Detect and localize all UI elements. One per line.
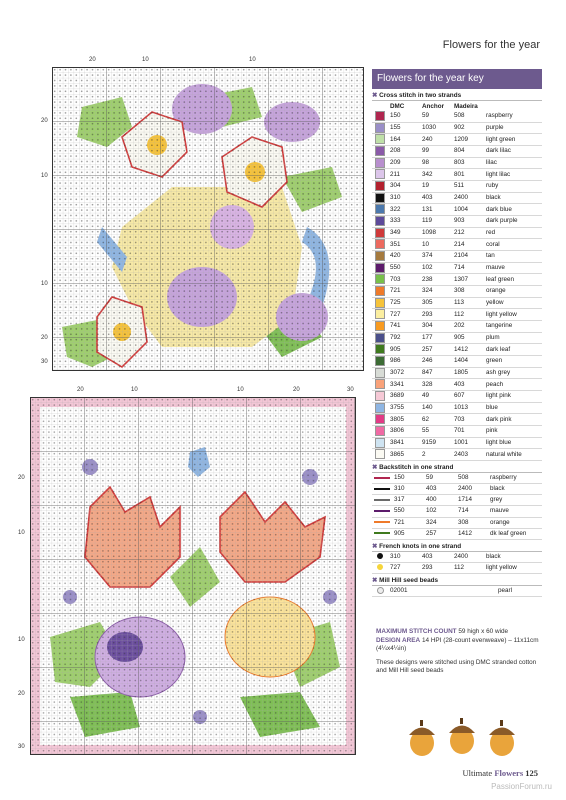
thread-name: black — [484, 192, 542, 204]
table-row — [372, 286, 542, 298]
footer-title: Flowers — [494, 768, 524, 778]
madeira-number: 607 — [452, 391, 484, 403]
color-swatch-icon — [375, 263, 385, 273]
axis-left-label: 30 — [18, 744, 25, 750]
anchor-number: 293 — [420, 309, 452, 321]
dmc-number: 3865 — [388, 449, 420, 461]
color-swatch-icon — [375, 309, 385, 319]
dmc-number: 986 — [388, 356, 420, 368]
chart-teapot — [42, 55, 364, 375]
axis-top-label: 10 — [237, 387, 244, 393]
thread-name: peach — [484, 379, 542, 391]
thread-name: dark lilac — [484, 146, 542, 158]
watermark: PassionForum.ru — [491, 782, 552, 791]
anchor-number: 403 — [420, 552, 452, 563]
page-header: Flowers for the year — [442, 39, 540, 51]
teapot-chart-grid — [52, 67, 364, 371]
table-row — [372, 414, 542, 426]
table-row — [372, 562, 542, 573]
dmc-number: 3072 — [388, 367, 420, 379]
axis-top-label: 20 — [89, 57, 96, 63]
madeira-number: 403 — [452, 379, 484, 391]
table-row — [372, 517, 542, 528]
color-swatch-icon — [375, 251, 385, 261]
key-title: Flowers for the year key — [372, 69, 542, 89]
dmc-number: 310 — [392, 484, 424, 495]
madeira-number: 308 — [452, 286, 484, 298]
dmc-number: 703 — [388, 274, 420, 286]
thread-name: coral — [484, 239, 542, 251]
dmc-number: 310 — [388, 552, 420, 563]
axis-top-label: 10 — [131, 387, 138, 393]
color-swatch-icon — [375, 193, 385, 203]
madeira-number: 714 — [452, 262, 484, 274]
acorns-illustration — [404, 715, 524, 760]
anchor-number: 10 — [420, 239, 452, 251]
axis-top-label: 20 — [293, 387, 300, 393]
dmc-number: 741 — [388, 321, 420, 333]
anchor-number: 140 — [420, 402, 452, 414]
anchor-number: 246 — [420, 356, 452, 368]
color-swatch-icon — [375, 414, 385, 424]
table-row — [372, 297, 542, 309]
dmc-number: 351 — [388, 239, 420, 251]
backstitch-line-icon — [374, 477, 390, 479]
dmc-number: 3806 — [388, 426, 420, 438]
table-row — [372, 274, 542, 286]
thread-name: black — [488, 484, 542, 495]
thread-name: grey — [488, 495, 542, 506]
color-swatch-icon — [375, 438, 385, 448]
cross-stitch-heading: ✖ Cross stitch in two strands — [372, 89, 542, 101]
table-row — [372, 402, 542, 414]
anchor-number: 59 — [424, 473, 456, 484]
thread-name: mauve — [488, 506, 542, 517]
thread-name: leaf green — [484, 274, 542, 286]
thread-name: light green — [484, 134, 542, 146]
madeira-number: 112 — [452, 562, 484, 573]
color-swatch-icon — [375, 123, 385, 133]
anchor-number: 59 — [420, 111, 452, 122]
madeira-number: 803 — [452, 157, 484, 169]
madeira-number: 905 — [452, 332, 484, 344]
thread-name: ruby — [484, 181, 542, 193]
anchor-number: 62 — [420, 414, 452, 426]
table-row — [372, 528, 542, 539]
thread-name: light blue — [484, 437, 542, 449]
french-knots-table — [372, 552, 542, 574]
thread-name: dk leaf green — [488, 528, 542, 539]
color-swatch-icon — [375, 146, 385, 156]
madeira-number: 112 — [452, 309, 484, 321]
thread-name: raspberry — [488, 473, 542, 484]
backstitch-heading: ✖ Backstitch in one strand — [372, 461, 542, 473]
thread-name: mauve — [484, 262, 542, 274]
thread-name: light lilac — [484, 169, 542, 181]
french-knot-icon — [377, 564, 383, 570]
table-row — [372, 262, 542, 274]
axis-top-label: 10 — [249, 57, 256, 63]
dmc-number: 550 — [388, 262, 420, 274]
dmc-number: 317 — [392, 495, 424, 506]
backstitch-line-icon — [374, 499, 390, 501]
dmc-number: 905 — [388, 344, 420, 356]
table-row — [372, 216, 542, 228]
color-swatch-icon — [375, 169, 385, 179]
anchor-number: 400 — [424, 495, 456, 506]
dmc-number: 304 — [388, 181, 420, 193]
table-row — [372, 437, 542, 449]
table-row — [372, 379, 542, 391]
table-row — [372, 332, 542, 344]
thread-name: tan — [484, 251, 542, 263]
madeira-number: 701 — [452, 426, 484, 438]
beads-heading: ✖ Mill Hill seed beads — [372, 574, 542, 586]
axis-left-label: 30 — [41, 359, 48, 365]
color-swatch-icon — [375, 426, 385, 436]
axis-left-label: 10 — [41, 281, 48, 287]
backstitch-table — [372, 473, 542, 540]
madeira-number: 903 — [452, 216, 484, 228]
anchor-number: 131 — [420, 204, 452, 216]
table-row — [372, 204, 542, 216]
anchor-number: 304 — [420, 321, 452, 333]
anchor-number: 98 — [420, 157, 452, 169]
color-swatch-icon — [375, 204, 385, 214]
madeira-number: 212 — [452, 227, 484, 239]
bead-code: 02001 — [388, 586, 432, 597]
table-row — [372, 227, 542, 239]
dmc-number: 322 — [388, 204, 420, 216]
table-row — [372, 239, 542, 251]
dmc-number: 3805 — [388, 414, 420, 426]
color-swatch-icon — [375, 449, 385, 459]
dmc-number: 3341 — [388, 379, 420, 391]
table-row — [372, 586, 542, 597]
anchor-number: 324 — [424, 517, 456, 528]
madeira-number: 2400 — [456, 484, 488, 495]
dmc-number: 208 — [388, 146, 420, 158]
anchor-number: 1098 — [420, 227, 452, 239]
thread-name: light yellow — [484, 309, 542, 321]
anchor-number: 102 — [424, 506, 456, 517]
madeira-number: 2400 — [452, 552, 484, 563]
design-area-label: DESIGN AREA — [376, 636, 421, 644]
color-swatch-icon — [375, 391, 385, 401]
table-row — [372, 122, 542, 134]
madeira-number: 1004 — [452, 204, 484, 216]
table-row — [372, 321, 542, 333]
dmc-number: 155 — [388, 122, 420, 134]
color-swatch-icon — [375, 216, 385, 226]
thread-name: lilac — [484, 157, 542, 169]
madeira-number: 1412 — [456, 528, 488, 539]
dmc-number: 792 — [388, 332, 420, 344]
table-row — [372, 356, 542, 368]
color-swatch-icon — [375, 298, 385, 308]
thread-name: dark pink — [484, 414, 542, 426]
axis-top-label: 20 — [77, 387, 84, 393]
axis-left-label: 20 — [41, 118, 48, 124]
madeira-number: 801 — [452, 169, 484, 181]
madeira-number: 2403 — [452, 449, 484, 461]
table-row — [372, 169, 542, 181]
anchor-number: 847 — [420, 367, 452, 379]
backstitch-line-icon — [374, 521, 390, 523]
thread-name: ash grey — [484, 367, 542, 379]
thread-name: dark blue — [484, 204, 542, 216]
thread-name: red — [484, 227, 542, 239]
dmc-number: 150 — [392, 473, 424, 484]
backstitch-line-icon — [374, 532, 390, 534]
color-swatch-icon — [375, 344, 385, 354]
anchor-number: 55 — [420, 426, 452, 438]
madeira-number: 2104 — [452, 251, 484, 263]
madeira-number: 703 — [452, 414, 484, 426]
dmc-number: 211 — [388, 169, 420, 181]
max-stitch-label: MAXIMUM STITCH COUNT — [376, 628, 457, 635]
dmc-number: 3841 — [388, 437, 420, 449]
table-row — [372, 146, 542, 158]
col-dmc: DMC — [390, 102, 405, 110]
anchor-number: 342 — [420, 169, 452, 181]
color-swatch-icon — [375, 181, 385, 191]
madeira-number: 508 — [452, 111, 484, 122]
bead-icon — [377, 587, 384, 594]
madeira-number: 1013 — [452, 402, 484, 414]
axis-left-label: 20 — [41, 335, 48, 341]
beads-table — [372, 586, 542, 597]
axis-top-label: 10 — [142, 57, 149, 63]
thread-name: raspberry — [484, 111, 542, 122]
color-swatch-icon — [375, 403, 385, 413]
anchor-number: 328 — [420, 379, 452, 391]
dmc-number: 725 — [388, 297, 420, 309]
thread-name: light pink — [484, 391, 542, 403]
max-stitch-value: 59 high x 60 wide — [458, 628, 509, 635]
color-swatch-icon — [375, 158, 385, 168]
design-area-value: 14 HPI (28-count evenweave) – 11x11cm (4¼x4¼in) — [376, 636, 539, 652]
dmc-number: 3689 — [388, 391, 420, 403]
dmc-number: 721 — [388, 286, 420, 298]
madeira-number: 113 — [452, 297, 484, 309]
table-row — [372, 426, 542, 438]
table-row — [372, 111, 542, 122]
thread-name: orange — [488, 517, 542, 528]
thread-name: blue — [484, 402, 542, 414]
thread-name: dark leaf — [484, 344, 542, 356]
color-swatch-icon — [375, 333, 385, 343]
madeira-number: 214 — [452, 239, 484, 251]
page-footer — [462, 768, 538, 778]
color-swatch-icon — [375, 274, 385, 284]
color-swatch-icon — [375, 286, 385, 296]
anchor-number: 257 — [420, 344, 452, 356]
madeira-number: 511 — [452, 181, 484, 193]
color-swatch-icon — [375, 134, 385, 144]
dmc-number: 349 — [388, 227, 420, 239]
madeira-number: 902 — [452, 122, 484, 134]
anchor-number: 403 — [424, 484, 456, 495]
backstitch-line-icon — [374, 488, 390, 490]
table-row — [372, 192, 542, 204]
color-swatch-icon — [375, 321, 385, 331]
thread-name: plum — [484, 332, 542, 344]
axis-left-label: 10 — [18, 530, 25, 536]
color-swatch-icon — [375, 228, 385, 238]
cross-stitch-table — [372, 101, 542, 461]
dmc-number: 3755 — [388, 402, 420, 414]
anchor-number: 119 — [420, 216, 452, 228]
thread-name: green — [484, 356, 542, 368]
dmc-number: 310 — [388, 192, 420, 204]
anchor-number: 9159 — [420, 437, 452, 449]
thread-name: purple — [484, 122, 542, 134]
anchor-number: 293 — [420, 562, 452, 573]
anchor-number: 305 — [420, 297, 452, 309]
col-madeira: Madeira — [454, 102, 478, 110]
thread-name: pink — [484, 426, 542, 438]
french-knot-icon — [377, 553, 383, 559]
stitching-note: These designs were stitched using DMC stranded cotton and Mill Hill seed beads — [376, 658, 537, 674]
dmc-number: 209 — [388, 157, 420, 169]
table-row — [372, 157, 542, 169]
table-row — [372, 134, 542, 146]
table-row — [372, 344, 542, 356]
color-swatch-icon — [375, 368, 385, 378]
axis-left-label: 20 — [18, 475, 25, 481]
dmc-number: 721 — [392, 517, 424, 528]
axis-left-label: 20 — [18, 691, 25, 697]
anchor-number: 240 — [420, 134, 452, 146]
axis-top-label: 30 — [347, 387, 354, 393]
madeira-number: 1714 — [456, 495, 488, 506]
table-row — [372, 484, 542, 495]
dmc-number: 727 — [388, 562, 420, 573]
table-row — [372, 367, 542, 379]
anchor-number: 99 — [420, 146, 452, 158]
dmc-number: 905 — [392, 528, 424, 539]
thread-name: natural white — [484, 449, 542, 461]
anchor-number: 49 — [420, 391, 452, 403]
stitch-info — [376, 628, 546, 676]
anchor-number: 177 — [420, 332, 452, 344]
lilies-chart-grid — [30, 397, 356, 755]
table-row — [372, 181, 542, 193]
thread-name: dark purple — [484, 216, 542, 228]
page-number: 125 — [525, 768, 538, 778]
table-row — [372, 495, 542, 506]
anchor-number: 374 — [420, 251, 452, 263]
axis-left-label: 10 — [41, 173, 48, 179]
anchor-number: 2 — [420, 449, 452, 461]
madeira-number: 714 — [456, 506, 488, 517]
madeira-number: 308 — [456, 517, 488, 528]
backstitch-line-icon — [374, 510, 390, 512]
dmc-number: 150 — [388, 111, 420, 122]
anchor-number: 1030 — [420, 122, 452, 134]
bead-name: pearl — [496, 586, 542, 597]
thread-name: light yellow — [484, 562, 542, 573]
thread-name: orange — [484, 286, 542, 298]
thread-name: tangerine — [484, 321, 542, 333]
madeira-number: 1001 — [452, 437, 484, 449]
anchor-number: 257 — [424, 528, 456, 539]
madeira-number: 1404 — [452, 356, 484, 368]
table-row — [372, 506, 542, 517]
anchor-number: 324 — [420, 286, 452, 298]
color-swatch-icon — [375, 239, 385, 249]
dmc-number: 420 — [388, 251, 420, 263]
french-knots-heading: ✖ French knots in one strand — [372, 540, 542, 552]
thread-name: black — [484, 552, 542, 563]
chart-lilies — [18, 387, 368, 757]
anchor-number: 403 — [420, 192, 452, 204]
table-row — [372, 552, 542, 563]
madeira-number: 804 — [452, 146, 484, 158]
color-swatch-icon — [375, 356, 385, 366]
table-row — [372, 473, 542, 484]
table-row — [372, 449, 542, 461]
dmc-number: 333 — [388, 216, 420, 228]
madeira-number: 1307 — [452, 274, 484, 286]
anchor-number: 238 — [420, 274, 452, 286]
madeira-number: 1209 — [452, 134, 484, 146]
thread-name: yellow — [484, 297, 542, 309]
dmc-number: 727 — [388, 309, 420, 321]
color-swatch-icon — [375, 379, 385, 389]
footer-brand: Ultimate — [462, 768, 493, 778]
madeira-number: 508 — [456, 473, 488, 484]
table-header-row — [372, 101, 542, 111]
table-row — [372, 391, 542, 403]
anchor-number: 19 — [420, 181, 452, 193]
dmc-number: 550 — [392, 506, 424, 517]
col-anchor: Anchor — [422, 102, 445, 110]
anchor-number: 102 — [420, 262, 452, 274]
dmc-number: 164 — [388, 134, 420, 146]
madeira-number: 1412 — [452, 344, 484, 356]
table-row — [372, 309, 542, 321]
madeira-number: 202 — [452, 321, 484, 333]
thread-key — [372, 69, 542, 597]
color-swatch-icon — [375, 111, 385, 121]
madeira-number: 1805 — [452, 367, 484, 379]
axis-left-label: 10 — [18, 637, 25, 643]
table-row — [372, 251, 542, 263]
madeira-number: 2400 — [452, 192, 484, 204]
